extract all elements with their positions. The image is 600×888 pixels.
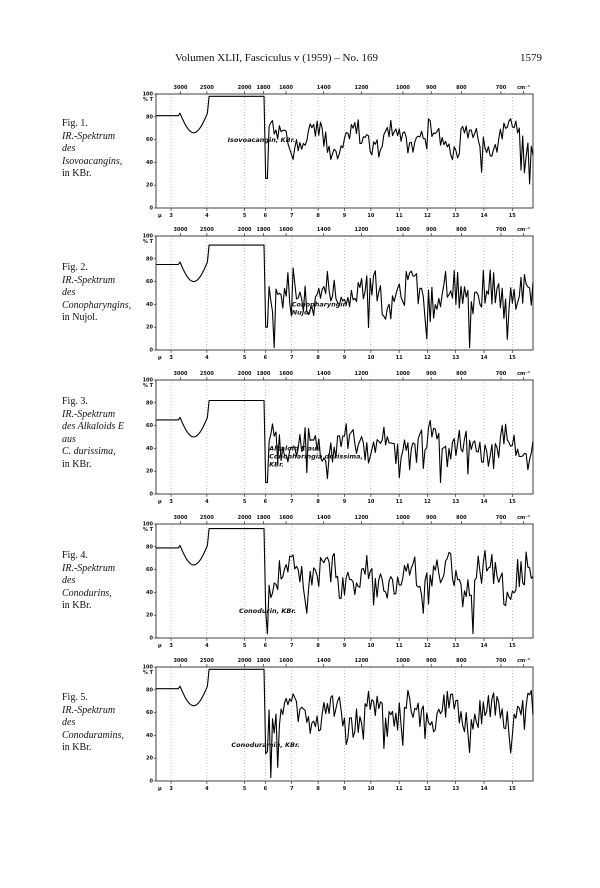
wavenumber-tick-label: 1600 [279, 515, 294, 521]
wavenumber-tick-label: 1200 [354, 371, 369, 377]
wavenumber-tick-label: 2500 [199, 227, 214, 233]
y-tick-label: 80 [146, 687, 153, 694]
ir-spectrum-2 [142, 224, 543, 364]
wavenumber-tick-label: 2000 [237, 85, 252, 91]
wavenumber-tick-label: 900 [425, 85, 437, 91]
y-tick-label: 20 [146, 182, 153, 189]
y-tick-label: 80 [146, 256, 153, 263]
wavenumber-tick-label: 1800 [256, 658, 271, 664]
wavenumber-tick-label: 1000 [395, 658, 410, 664]
wavenumber-tick-label: 2000 [237, 515, 252, 521]
micron-tick-label: 9 [342, 355, 347, 361]
wavenumber-tick-label: 1600 [279, 85, 294, 91]
y-unit: % T [142, 670, 153, 676]
wavenumber-tick-label: 1200 [354, 658, 369, 664]
wavenumber-tick-label: 2000 [237, 371, 252, 377]
y-tick-label: 80 [146, 544, 153, 551]
wavenumber-tick-label: 3000 [173, 515, 188, 521]
wavenumber-tick-label: 900 [425, 515, 437, 521]
y-tick-label: 80 [146, 114, 153, 121]
micron-unit: μ [158, 786, 162, 792]
micron-tick-label: 7 [289, 355, 294, 361]
y-unit: % T [142, 97, 153, 103]
micron-tick-label: 3 [169, 643, 173, 649]
micron-tick-label: 6 [263, 786, 268, 792]
wavenumber-tick-label: cm⁻¹ [517, 658, 531, 664]
wavenumber-tick-label: 1000 [395, 85, 410, 91]
wavenumber-tick-label: 2500 [199, 515, 214, 521]
sample-label: Conopharingia durissima, [269, 452, 364, 461]
y-tick-label: 40 [146, 732, 153, 739]
micron-tick-label: 7 [289, 786, 294, 792]
micron-tick-label: 3 [169, 499, 173, 505]
wavenumber-tick-label: 800 [456, 227, 467, 233]
spectrum-svg [142, 82, 543, 222]
spectrum-svg [142, 512, 543, 652]
sample-label: Conoduramin, KBr. [231, 740, 300, 749]
y-unit: % T [142, 383, 153, 389]
y-tick-label: 100 [142, 521, 153, 528]
micron-tick-label: 10 [367, 643, 375, 649]
micron-tick-label: 13 [452, 643, 460, 649]
micron-tick-label: 4 [205, 499, 209, 505]
wavenumber-tick-label: 1400 [316, 658, 331, 664]
wavenumber-tick-label: 1400 [316, 515, 331, 521]
sample-label: Conodurin, KBr. [238, 606, 297, 615]
wavenumber-tick-label: 900 [425, 227, 437, 233]
wavenumber-tick-label: 3000 [173, 85, 188, 91]
micron-tick-label: 6 [263, 643, 268, 649]
wavenumber-tick-label: 800 [456, 371, 467, 377]
micron-tick-label: 11 [395, 499, 403, 505]
y-tick-label: 20 [146, 755, 153, 762]
y-tick-label: 0 [149, 491, 153, 498]
wavenumber-tick-label: 800 [456, 85, 467, 91]
figure-caption-4: Fig. 4. IR.-Spektrum des Conodurins, in KBr. [62, 550, 116, 611]
sample-label: Alkaloid E aus [269, 444, 321, 453]
micron-tick-label: 8 [316, 499, 320, 505]
micron-tick-label: 14 [480, 499, 488, 505]
running-head [0, 52, 600, 68]
y-tick-label: 40 [146, 159, 153, 166]
wavenumber-tick-label: 900 [425, 371, 437, 377]
micron-tick-label: 12 [423, 355, 431, 361]
wavenumber-tick-label: 1000 [395, 371, 410, 377]
micron-tick-label: 12 [423, 643, 431, 649]
micron-tick-label: 11 [395, 786, 403, 792]
figure-caption-3: Fig. 3. IR.-Spektrum des Alkaloids E aus C. durissima, in KBr. [62, 396, 125, 470]
y-tick-label: 0 [149, 205, 153, 212]
wavenumber-tick-label: cm⁻¹ [517, 227, 531, 233]
micron-unit: μ [158, 643, 162, 649]
wavenumber-tick-label: 1000 [395, 227, 410, 233]
micron-tick-label: 14 [480, 213, 488, 219]
micron-tick-label: 15 [508, 643, 516, 649]
wavenumber-tick-label: 1200 [354, 515, 369, 521]
y-tick-label: 20 [146, 324, 153, 331]
ir-spectrum-5 [142, 655, 543, 795]
micron-tick-label: 8 [316, 786, 320, 792]
micron-tick-label: 5 [242, 643, 247, 649]
wavenumber-tick-label: cm⁻¹ [517, 85, 531, 91]
wavenumber-tick-label: 700 [495, 515, 507, 521]
wavenumber-tick-label: 700 [495, 371, 507, 377]
page-number: 1579 [520, 52, 542, 64]
wavenumber-tick-label: 700 [495, 85, 507, 91]
wavenumber-tick-label: 1200 [354, 227, 369, 233]
micron-tick-label: 10 [367, 213, 375, 219]
micron-unit: μ [158, 355, 162, 361]
micron-tick-label: 11 [395, 355, 403, 361]
y-tick-label: 0 [149, 347, 153, 354]
y-unit: % T [142, 527, 153, 533]
sample-label: Nujol [291, 308, 311, 317]
y-tick-label: 40 [146, 301, 153, 308]
wavenumber-tick-label: 700 [495, 227, 507, 233]
micron-tick-label: 5 [242, 213, 247, 219]
micron-tick-label: 7 [289, 643, 294, 649]
ir-spectrum-3 [142, 368, 543, 508]
wavenumber-tick-label: 1000 [395, 515, 410, 521]
wavenumber-tick-label: 1600 [279, 227, 294, 233]
micron-tick-label: 4 [205, 643, 209, 649]
micron-tick-label: 5 [242, 355, 247, 361]
micron-tick-label: 14 [480, 355, 488, 361]
y-tick-label: 100 [142, 91, 153, 98]
micron-tick-label: 6 [263, 355, 268, 361]
micron-tick-label: 14 [480, 786, 488, 792]
micron-tick-label: 8 [316, 213, 320, 219]
y-tick-label: 40 [146, 589, 153, 596]
y-tick-label: 60 [146, 710, 153, 717]
micron-tick-label: 3 [169, 355, 173, 361]
figure-caption-5: Fig. 5. IR.-Spektrum des Conoduramins, in KBr. [62, 692, 124, 753]
micron-unit: μ [158, 213, 162, 219]
micron-tick-label: 11 [395, 643, 403, 649]
y-tick-label: 60 [146, 423, 153, 430]
wavenumber-tick-label: 2500 [199, 85, 214, 91]
sample-label: KBr. [269, 460, 284, 469]
sample-label: Conopharyngin [291, 300, 348, 309]
micron-tick-label: 13 [452, 213, 460, 219]
wavenumber-tick-label: 1800 [256, 371, 271, 377]
micron-tick-label: 12 [423, 786, 431, 792]
wavenumber-tick-label: 1800 [256, 227, 271, 233]
y-tick-label: 60 [146, 137, 153, 144]
micron-tick-label: 7 [289, 499, 294, 505]
wavenumber-tick-label: cm⁻¹ [517, 515, 531, 521]
micron-tick-label: 9 [342, 786, 347, 792]
micron-tick-label: 6 [263, 499, 268, 505]
y-tick-label: 20 [146, 468, 153, 475]
micron-tick-label: 12 [423, 213, 431, 219]
wavenumber-tick-label: 800 [456, 515, 467, 521]
y-tick-label: 60 [146, 567, 153, 574]
micron-tick-label: 13 [452, 355, 460, 361]
micron-tick-label: 9 [342, 213, 347, 219]
micron-tick-label: 13 [452, 499, 460, 505]
micron-tick-label: 6 [263, 213, 268, 219]
wavenumber-tick-label: 1800 [256, 515, 271, 521]
micron-tick-label: 10 [367, 499, 375, 505]
micron-tick-label: 7 [289, 213, 294, 219]
wavenumber-tick-label: 3000 [173, 371, 188, 377]
wavenumber-tick-label: 3000 [173, 227, 188, 233]
y-tick-label: 100 [142, 377, 153, 384]
micron-tick-label: 3 [169, 213, 173, 219]
wavenumber-tick-label: cm⁻¹ [517, 371, 531, 377]
wavenumber-tick-label: 700 [495, 658, 507, 664]
micron-tick-label: 14 [480, 643, 488, 649]
y-tick-label: 80 [146, 400, 153, 407]
y-tick-label: 60 [146, 279, 153, 286]
micron-tick-label: 15 [508, 213, 516, 219]
micron-tick-label: 12 [423, 499, 431, 505]
ir-spectrum-4 [142, 512, 543, 652]
micron-tick-label: 15 [508, 355, 516, 361]
wavenumber-tick-label: 3000 [173, 658, 188, 664]
wavenumber-tick-label: 1400 [316, 227, 331, 233]
wavenumber-tick-label: 1600 [279, 371, 294, 377]
micron-tick-label: 13 [452, 786, 460, 792]
micron-tick-label: 4 [205, 786, 209, 792]
wavenumber-tick-label: 1800 [256, 85, 271, 91]
wavenumber-tick-label: 800 [456, 658, 467, 664]
y-tick-label: 0 [149, 635, 153, 642]
wavenumber-tick-label: 900 [425, 658, 437, 664]
y-unit: % T [142, 239, 153, 245]
micron-tick-label: 11 [395, 213, 403, 219]
y-tick-label: 40 [146, 445, 153, 452]
micron-tick-label: 4 [205, 355, 209, 361]
figure-caption-2: Fig. 2. IR.-Spektrum des Conopharyngins, in Nujol. [62, 262, 132, 323]
y-tick-label: 0 [149, 778, 153, 785]
micron-tick-label: 10 [367, 355, 375, 361]
spectrum-svg [142, 655, 543, 795]
wavenumber-tick-label: 2000 [237, 227, 252, 233]
micron-tick-label: 15 [508, 499, 516, 505]
journal-title: Volumen XLII, Fasciculus v (1959) – No. 169 [175, 52, 378, 64]
spectrum-svg [142, 368, 543, 508]
y-tick-label: 20 [146, 612, 153, 619]
micron-tick-label: 15 [508, 786, 516, 792]
wavenumber-tick-label: 2500 [199, 371, 214, 377]
y-tick-label: 100 [142, 233, 153, 240]
micron-tick-label: 5 [242, 786, 247, 792]
wavenumber-tick-label: 2500 [199, 658, 214, 664]
micron-tick-label: 9 [342, 643, 347, 649]
micron-tick-label: 4 [205, 213, 209, 219]
wavenumber-tick-label: 1400 [316, 85, 331, 91]
wavenumber-tick-label: 1400 [316, 371, 331, 377]
ir-spectrum-1 [142, 82, 543, 222]
micron-tick-label: 9 [342, 499, 347, 505]
y-tick-label: 100 [142, 664, 153, 671]
sample-label: Isovoacangin, KBr. [227, 135, 296, 144]
wavenumber-tick-label: 2000 [237, 658, 252, 664]
micron-tick-label: 10 [367, 786, 375, 792]
micron-unit: μ [158, 499, 162, 505]
micron-tick-label: 8 [316, 643, 320, 649]
micron-tick-label: 3 [169, 786, 173, 792]
micron-tick-label: 5 [242, 499, 247, 505]
spectrum-svg [142, 224, 543, 364]
wavenumber-tick-label: 1200 [354, 85, 369, 91]
wavenumber-tick-label: 1600 [279, 658, 294, 664]
micron-tick-label: 8 [316, 355, 320, 361]
figure-caption-1: Fig. 1. IR.-Spektrum des Isovoacangins, in KBr. [62, 118, 123, 179]
